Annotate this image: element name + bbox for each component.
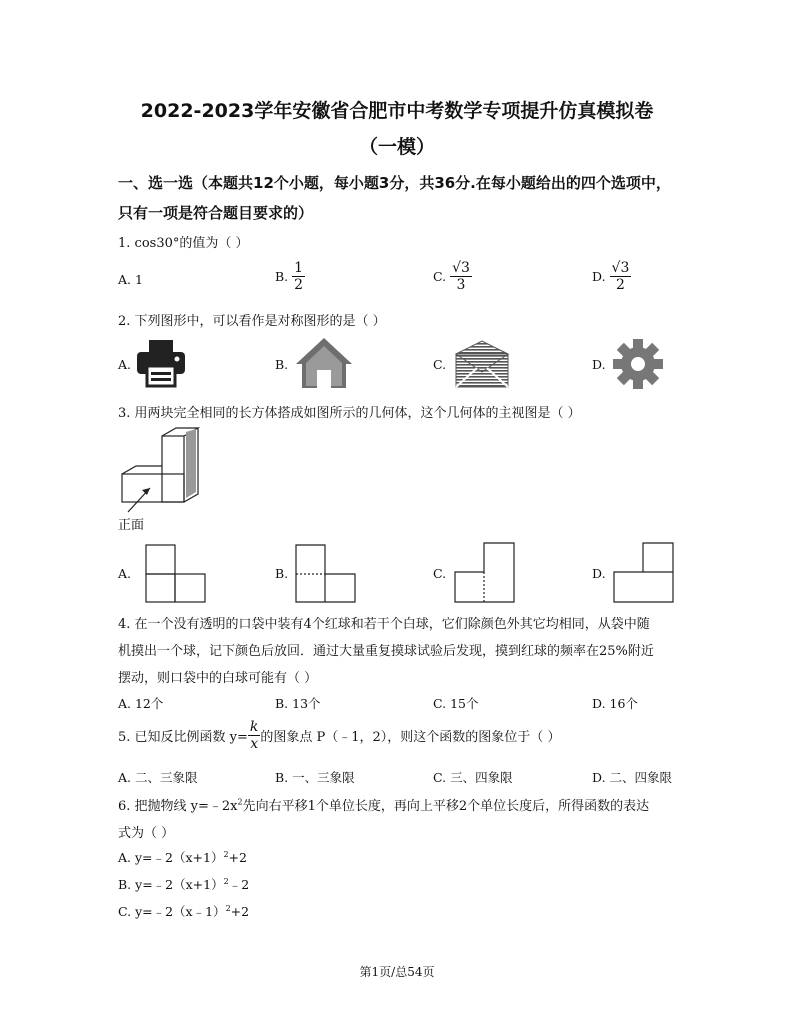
printer-icon [135,338,187,388]
q5-fraction [248,719,260,752]
q1-option-d-fraction [610,260,632,293]
q3-option-d-view [613,542,675,604]
q2-option-b-label: B. [275,357,289,372]
q5-numerator: k [249,719,259,735]
q1-b-numerator: 1 [294,260,304,276]
q4-option-c: C. 15个 [433,696,479,711]
q6-b-exponent: 2 [223,876,229,886]
q5-stem [118,719,560,752]
envelope-icon [455,340,509,388]
q6-option-c [118,902,249,920]
q5-option-a: A. 二、三象限 [118,770,198,785]
q3-option-c-view [454,542,516,604]
q3-option-b-view [295,544,357,604]
q4-line3: 摆动，则口袋中的白球可能有（ ） [118,671,318,686]
q1-d-numerator: √3 [611,260,630,276]
q6-c-exponent: 2 [225,903,231,913]
q1-option-b-label: B. [275,269,289,285]
q4-option-d: D. 16个 [592,696,638,711]
q5-stem-post: 的图象点 P（﹣1，2），则这个函数的图象位于（ ） [260,730,561,746]
q5-option-c: C. 三、四象限 [433,770,513,785]
q6-line1-pre: 6. 把抛物线 y=﹣2x [118,799,238,814]
section-heading-line1: 一、选一选（本题共12个小题，每小题3分，共36分.在每小题给出的四个选项中， [118,174,671,192]
q1-option-c-fraction [450,260,472,293]
q3-solid-figure [118,426,214,516]
q4-line2: 机摸出一个球，记下颜色后放回．通过大量重复摸球试验后发现，摸到红球的频率在25%附近 [118,644,654,659]
q6-c-pre: C. y=﹣2（x﹣1） [118,904,226,919]
q6-line1 [118,795,649,814]
q1-option-d-label: D. [592,269,606,285]
q4-option-a: A. 12个 [118,696,164,711]
q1-option-c-label: C. [433,269,447,285]
q3-option-b-label: B. [275,566,289,581]
house-icon [294,336,354,390]
q3-front-label: 正面 [118,518,145,533]
page-footer: 第1页/总54页 [359,965,435,979]
q4-line1: 4. 在一个没有透明的口袋中装有4个红球和若干个白球，它们除颜色外其它均相同，从袋中随 [118,617,650,632]
q6-a-pre: A. y=﹣2（x+1） [118,850,224,865]
q6-option-b [118,875,249,893]
q3-option-d-label: D. [592,566,606,581]
q1-option-b-fraction [292,260,305,293]
q6-line2: 式为（ ） [118,826,175,841]
q1-d-denominator: 2 [616,277,625,294]
q2-stem: 2. 下列图形中，可以看作是对称图形的是（ ） [118,314,386,329]
q6-a-exponent: 2 [223,849,229,859]
q3-option-a-label: A. [118,566,132,581]
q1-c-numerator: √3 [452,260,470,276]
q5-option-b: B. 一、三象限 [275,770,355,785]
q3-stem: 3. 用两块完全相同的长方体搭成如图所示的几何体，这个几何体的主视图是（ ） [118,406,581,421]
q1-option-a: A. 1 [118,272,143,287]
q2-option-c-label: C. [433,357,447,372]
q2-option-a-label: A. [118,357,132,372]
q3-option-c-label: C. [433,566,447,581]
q6-line1-exponent: 2 [237,797,243,807]
q6-a-post: +2 [228,850,247,865]
q1-b-denominator: 2 [294,277,304,294]
q4-option-b: B. 13个 [275,696,321,711]
q5-denominator: x [250,736,259,753]
q1-option-c [433,260,472,293]
document-subtitle: （一模） [358,136,435,158]
q5-option-d: D. 二、四象限 [592,770,673,785]
q6-c-post: +2 [230,904,250,919]
q3-option-a-view [145,544,207,604]
q6-b-post: ﹣2 [228,877,250,892]
q1-option-d [592,260,631,293]
document-title: 2022-2023学年安徽省合肥市中考数学专项提升仿真模拟卷 [140,100,654,122]
q5-stem-pre: 5. 已知反比例函数 y= [118,730,248,746]
q1-stem: 1. cos30°的值为（ ） [118,236,249,251]
section-heading-line2: 只有一项是符合题目要求的） [118,204,314,222]
q6-b-pre: B. y=﹣2（x+1） [118,877,224,892]
q2-option-d-label: D. [592,357,606,372]
q6-option-a [118,848,247,866]
q1-c-denominator: 3 [456,277,466,294]
q1-option-b [275,260,305,293]
q6-line1-post: 先向右平移1个单位长度，再向上平移2个单位长度后，所得函数的表达 [242,799,650,814]
gear-icon [612,338,664,390]
